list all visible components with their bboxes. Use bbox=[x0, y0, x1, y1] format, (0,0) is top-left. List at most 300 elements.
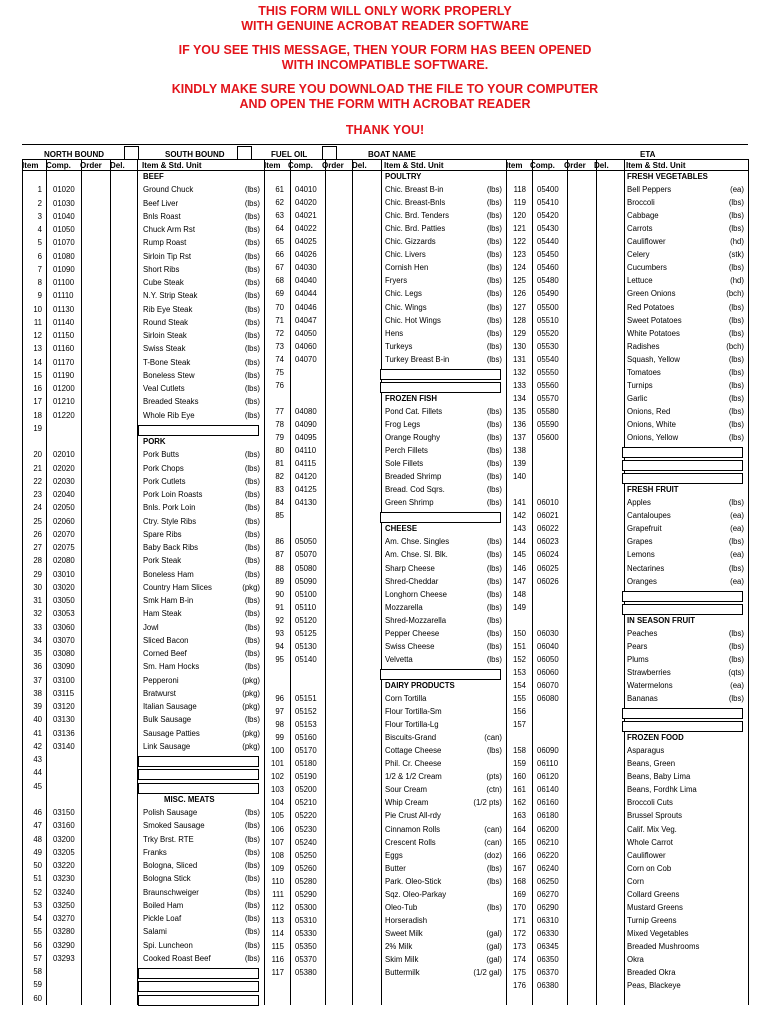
order-entry[interactable] bbox=[324, 446, 352, 455]
del-entry[interactable] bbox=[595, 537, 621, 546]
del-entry[interactable] bbox=[353, 342, 379, 351]
del-entry[interactable] bbox=[353, 303, 379, 312]
del-entry[interactable] bbox=[353, 785, 379, 794]
del-entry[interactable] bbox=[595, 733, 621, 742]
del-entry[interactable] bbox=[353, 929, 379, 938]
order-entry[interactable] bbox=[82, 649, 110, 658]
order-entry[interactable] bbox=[324, 968, 352, 977]
order-entry[interactable] bbox=[566, 616, 594, 625]
order-entry[interactable] bbox=[82, 835, 110, 844]
del-entry[interactable] bbox=[111, 649, 137, 658]
order-entry[interactable] bbox=[566, 498, 594, 507]
del-entry[interactable] bbox=[595, 759, 621, 768]
del-entry[interactable] bbox=[111, 517, 137, 526]
order-entry[interactable] bbox=[566, 250, 594, 259]
del-entry[interactable] bbox=[111, 543, 137, 552]
del-entry[interactable] bbox=[353, 890, 379, 899]
order-entry[interactable] bbox=[566, 694, 594, 703]
del-entry[interactable] bbox=[353, 433, 379, 442]
del-entry[interactable] bbox=[595, 485, 621, 494]
del-entry[interactable] bbox=[595, 185, 621, 194]
order-entry[interactable] bbox=[324, 903, 352, 912]
del-entry[interactable] bbox=[595, 785, 621, 794]
order-entry[interactable] bbox=[82, 225, 110, 234]
order-entry[interactable] bbox=[324, 316, 352, 325]
del-entry[interactable] bbox=[595, 642, 621, 651]
del-entry[interactable] bbox=[595, 172, 621, 181]
order-entry[interactable] bbox=[324, 785, 352, 794]
del-entry[interactable] bbox=[111, 464, 137, 473]
del-entry[interactable] bbox=[111, 265, 137, 274]
order-entry[interactable] bbox=[324, 303, 352, 312]
order-entry[interactable] bbox=[566, 759, 594, 768]
order-entry[interactable] bbox=[82, 318, 110, 327]
order-entry[interactable] bbox=[566, 929, 594, 938]
order-entry[interactable] bbox=[324, 329, 352, 338]
del-entry[interactable] bbox=[595, 211, 621, 220]
order-entry[interactable] bbox=[82, 609, 110, 618]
order-entry[interactable] bbox=[566, 511, 594, 520]
del-entry[interactable] bbox=[595, 681, 621, 690]
order-entry[interactable] bbox=[82, 212, 110, 221]
del-entry[interactable] bbox=[595, 498, 621, 507]
del-entry[interactable] bbox=[595, 224, 621, 233]
del-entry[interactable] bbox=[111, 225, 137, 234]
order-entry[interactable] bbox=[82, 848, 110, 857]
order-entry[interactable] bbox=[566, 890, 594, 899]
del-entry[interactable] bbox=[595, 276, 621, 285]
del-entry[interactable] bbox=[595, 303, 621, 312]
del-entry[interactable] bbox=[353, 329, 379, 338]
del-entry[interactable] bbox=[353, 681, 379, 690]
order-entry[interactable] bbox=[324, 564, 352, 573]
del-entry[interactable] bbox=[595, 342, 621, 351]
del-entry[interactable] bbox=[111, 888, 137, 897]
order-entry[interactable] bbox=[566, 368, 594, 377]
del-entry[interactable] bbox=[595, 629, 621, 638]
order-entry[interactable] bbox=[82, 464, 110, 473]
custom-item-field[interactable] bbox=[622, 604, 743, 615]
del-entry[interactable] bbox=[595, 550, 621, 559]
del-entry[interactable] bbox=[595, 381, 621, 390]
order-entry[interactable] bbox=[82, 477, 110, 486]
order-entry[interactable] bbox=[82, 331, 110, 340]
del-entry[interactable] bbox=[595, 825, 621, 834]
del-entry[interactable] bbox=[353, 446, 379, 455]
del-entry[interactable] bbox=[111, 252, 137, 261]
order-entry[interactable] bbox=[82, 185, 110, 194]
del-entry[interactable] bbox=[111, 371, 137, 380]
del-entry[interactable] bbox=[111, 384, 137, 393]
del-entry[interactable] bbox=[111, 914, 137, 923]
order-entry[interactable] bbox=[566, 316, 594, 325]
order-entry[interactable] bbox=[566, 772, 594, 781]
south-bound-checkbox[interactable] bbox=[237, 146, 252, 160]
order-entry[interactable] bbox=[566, 550, 594, 559]
order-entry[interactable] bbox=[82, 662, 110, 671]
order-entry[interactable] bbox=[566, 198, 594, 207]
order-entry[interactable] bbox=[324, 616, 352, 625]
order-entry[interactable] bbox=[82, 530, 110, 539]
del-entry[interactable] bbox=[595, 329, 621, 338]
del-entry[interactable] bbox=[353, 172, 379, 181]
order-entry[interactable] bbox=[324, 955, 352, 964]
del-entry[interactable] bbox=[111, 411, 137, 420]
order-entry[interactable] bbox=[324, 355, 352, 364]
del-entry[interactable] bbox=[353, 276, 379, 285]
order-entry[interactable] bbox=[566, 733, 594, 742]
order-entry[interactable] bbox=[82, 305, 110, 314]
del-entry[interactable] bbox=[353, 250, 379, 259]
order-entry[interactable] bbox=[566, 629, 594, 638]
del-entry[interactable] bbox=[111, 570, 137, 579]
order-entry[interactable] bbox=[82, 437, 110, 446]
order-entry[interactable] bbox=[324, 472, 352, 481]
del-entry[interactable] bbox=[595, 890, 621, 899]
del-entry[interactable] bbox=[111, 609, 137, 618]
order-entry[interactable] bbox=[566, 394, 594, 403]
order-entry[interactable] bbox=[566, 968, 594, 977]
del-entry[interactable] bbox=[595, 368, 621, 377]
del-entry[interactable] bbox=[353, 642, 379, 651]
del-entry[interactable] bbox=[111, 278, 137, 287]
order-entry[interactable] bbox=[82, 901, 110, 910]
custom-item-field[interactable] bbox=[138, 995, 259, 1006]
order-entry[interactable] bbox=[566, 746, 594, 755]
del-entry[interactable] bbox=[111, 397, 137, 406]
del-entry[interactable] bbox=[111, 874, 137, 883]
del-entry[interactable] bbox=[353, 811, 379, 820]
del-entry[interactable] bbox=[353, 838, 379, 847]
order-entry[interactable] bbox=[324, 577, 352, 586]
custom-item-field[interactable] bbox=[380, 369, 501, 380]
del-entry[interactable] bbox=[111, 689, 137, 698]
order-entry[interactable] bbox=[566, 420, 594, 429]
del-entry[interactable] bbox=[595, 289, 621, 298]
del-entry[interactable] bbox=[111, 530, 137, 539]
del-entry[interactable] bbox=[111, 331, 137, 340]
order-entry[interactable] bbox=[82, 172, 110, 181]
del-entry[interactable] bbox=[111, 172, 137, 181]
order-entry[interactable] bbox=[324, 498, 352, 507]
order-entry[interactable] bbox=[82, 397, 110, 406]
order-entry[interactable] bbox=[82, 411, 110, 420]
order-entry[interactable] bbox=[82, 583, 110, 592]
order-entry[interactable] bbox=[82, 715, 110, 724]
order-entry[interactable] bbox=[82, 888, 110, 897]
order-entry[interactable] bbox=[82, 543, 110, 552]
order-entry[interactable] bbox=[324, 394, 352, 403]
order-entry[interactable] bbox=[324, 590, 352, 599]
order-entry[interactable] bbox=[566, 381, 594, 390]
del-entry[interactable] bbox=[595, 838, 621, 847]
order-entry[interactable] bbox=[566, 811, 594, 820]
order-entry[interactable] bbox=[566, 433, 594, 442]
order-entry[interactable] bbox=[324, 798, 352, 807]
del-entry[interactable] bbox=[595, 198, 621, 207]
del-entry[interactable] bbox=[595, 655, 621, 664]
order-entry[interactable] bbox=[324, 172, 352, 181]
order-entry[interactable] bbox=[566, 642, 594, 651]
order-entry[interactable] bbox=[566, 303, 594, 312]
order-entry[interactable] bbox=[566, 407, 594, 416]
del-entry[interactable] bbox=[595, 250, 621, 259]
del-entry[interactable] bbox=[353, 394, 379, 403]
order-entry[interactable] bbox=[82, 927, 110, 936]
order-entry[interactable] bbox=[566, 355, 594, 364]
del-entry[interactable] bbox=[111, 808, 137, 817]
order-entry[interactable] bbox=[324, 929, 352, 938]
del-entry[interactable] bbox=[111, 941, 137, 950]
del-entry[interactable] bbox=[595, 355, 621, 364]
order-entry[interactable] bbox=[82, 384, 110, 393]
order-entry[interactable] bbox=[566, 211, 594, 220]
del-entry[interactable] bbox=[595, 981, 621, 990]
del-entry[interactable] bbox=[111, 450, 137, 459]
del-entry[interactable] bbox=[595, 903, 621, 912]
order-entry[interactable] bbox=[324, 720, 352, 729]
order-entry[interactable] bbox=[82, 729, 110, 738]
order-entry[interactable] bbox=[324, 185, 352, 194]
del-entry[interactable] bbox=[595, 420, 621, 429]
del-entry[interactable] bbox=[353, 355, 379, 364]
order-entry[interactable] bbox=[566, 537, 594, 546]
del-entry[interactable] bbox=[353, 877, 379, 886]
order-entry[interactable] bbox=[324, 707, 352, 716]
del-entry[interactable] bbox=[353, 772, 379, 781]
order-entry[interactable] bbox=[82, 636, 110, 645]
del-entry[interactable] bbox=[111, 795, 137, 804]
del-entry[interactable] bbox=[111, 358, 137, 367]
del-entry[interactable] bbox=[353, 472, 379, 481]
del-entry[interactable] bbox=[353, 524, 379, 533]
order-entry[interactable] bbox=[82, 954, 110, 963]
del-entry[interactable] bbox=[111, 623, 137, 632]
order-entry[interactable] bbox=[566, 564, 594, 573]
order-entry[interactable] bbox=[324, 838, 352, 847]
del-entry[interactable] bbox=[353, 864, 379, 873]
del-entry[interactable] bbox=[111, 437, 137, 446]
del-entry[interactable] bbox=[111, 199, 137, 208]
order-entry[interactable] bbox=[82, 291, 110, 300]
order-entry[interactable] bbox=[324, 655, 352, 664]
order-entry[interactable] bbox=[82, 596, 110, 605]
order-entry[interactable] bbox=[82, 344, 110, 353]
order-entry[interactable] bbox=[566, 263, 594, 272]
order-entry[interactable] bbox=[82, 914, 110, 923]
del-entry[interactable] bbox=[353, 968, 379, 977]
order-entry[interactable] bbox=[82, 623, 110, 632]
custom-item-field[interactable] bbox=[138, 981, 259, 992]
del-entry[interactable] bbox=[353, 289, 379, 298]
del-entry[interactable] bbox=[595, 798, 621, 807]
order-entry[interactable] bbox=[566, 864, 594, 873]
del-entry[interactable] bbox=[595, 564, 621, 573]
order-entry[interactable] bbox=[324, 811, 352, 820]
order-entry[interactable] bbox=[324, 746, 352, 755]
del-entry[interactable] bbox=[353, 616, 379, 625]
order-entry[interactable] bbox=[566, 329, 594, 338]
del-entry[interactable] bbox=[595, 942, 621, 951]
del-entry[interactable] bbox=[111, 662, 137, 671]
order-entry[interactable] bbox=[324, 642, 352, 651]
del-entry[interactable] bbox=[111, 291, 137, 300]
order-entry[interactable] bbox=[566, 798, 594, 807]
del-entry[interactable] bbox=[595, 929, 621, 938]
del-entry[interactable] bbox=[595, 772, 621, 781]
custom-item-field[interactable] bbox=[380, 669, 501, 680]
order-entry[interactable] bbox=[82, 702, 110, 711]
del-entry[interactable] bbox=[595, 668, 621, 677]
del-entry[interactable] bbox=[353, 590, 379, 599]
del-entry[interactable] bbox=[111, 835, 137, 844]
del-entry[interactable] bbox=[595, 394, 621, 403]
fuel-oil-checkbox[interactable] bbox=[322, 146, 337, 160]
del-entry[interactable] bbox=[111, 238, 137, 247]
del-entry[interactable] bbox=[111, 185, 137, 194]
custom-item-field[interactable] bbox=[622, 473, 743, 484]
del-entry[interactable] bbox=[353, 550, 379, 559]
order-entry[interactable] bbox=[566, 981, 594, 990]
order-entry[interactable] bbox=[566, 485, 594, 494]
del-entry[interactable] bbox=[353, 459, 379, 468]
del-entry[interactable] bbox=[353, 733, 379, 742]
order-entry[interactable] bbox=[82, 278, 110, 287]
del-entry[interactable] bbox=[353, 903, 379, 912]
del-entry[interactable] bbox=[111, 901, 137, 910]
order-entry[interactable] bbox=[324, 263, 352, 272]
custom-item-field[interactable] bbox=[380, 512, 501, 523]
del-entry[interactable] bbox=[111, 556, 137, 565]
order-entry[interactable] bbox=[324, 289, 352, 298]
del-entry[interactable] bbox=[353, 316, 379, 325]
custom-item-field[interactable] bbox=[622, 721, 743, 732]
order-entry[interactable] bbox=[324, 890, 352, 899]
order-entry[interactable] bbox=[82, 490, 110, 499]
order-entry[interactable] bbox=[324, 916, 352, 925]
order-entry[interactable] bbox=[566, 681, 594, 690]
del-entry[interactable] bbox=[111, 490, 137, 499]
del-entry[interactable] bbox=[595, 955, 621, 964]
order-entry[interactable] bbox=[566, 655, 594, 664]
del-entry[interactable] bbox=[595, 433, 621, 442]
custom-item-field[interactable] bbox=[138, 425, 259, 436]
del-entry[interactable] bbox=[111, 742, 137, 751]
del-entry[interactable] bbox=[595, 237, 621, 246]
del-entry[interactable] bbox=[111, 954, 137, 963]
del-entry[interactable] bbox=[111, 636, 137, 645]
del-entry[interactable] bbox=[353, 198, 379, 207]
order-entry[interactable] bbox=[324, 772, 352, 781]
del-entry[interactable] bbox=[353, 694, 379, 703]
order-entry[interactable] bbox=[82, 941, 110, 950]
order-entry[interactable] bbox=[566, 342, 594, 351]
custom-item-field[interactable] bbox=[622, 460, 743, 471]
order-entry[interactable] bbox=[324, 420, 352, 429]
order-entry[interactable] bbox=[82, 517, 110, 526]
order-entry[interactable] bbox=[82, 874, 110, 883]
del-entry[interactable] bbox=[595, 694, 621, 703]
del-entry[interactable] bbox=[353, 185, 379, 194]
del-entry[interactable] bbox=[353, 720, 379, 729]
order-entry[interactable] bbox=[324, 733, 352, 742]
del-entry[interactable] bbox=[353, 420, 379, 429]
order-entry[interactable] bbox=[566, 289, 594, 298]
del-entry[interactable] bbox=[353, 798, 379, 807]
del-entry[interactable] bbox=[595, 877, 621, 886]
del-entry[interactable] bbox=[111, 477, 137, 486]
custom-item-field[interactable] bbox=[380, 382, 501, 393]
del-entry[interactable] bbox=[353, 955, 379, 964]
order-entry[interactable] bbox=[566, 224, 594, 233]
del-entry[interactable] bbox=[111, 344, 137, 353]
del-entry[interactable] bbox=[353, 537, 379, 546]
order-entry[interactable] bbox=[566, 903, 594, 912]
order-entry[interactable] bbox=[324, 459, 352, 468]
del-entry[interactable] bbox=[353, 942, 379, 951]
order-entry[interactable] bbox=[324, 864, 352, 873]
del-entry[interactable] bbox=[353, 655, 379, 664]
order-entry[interactable] bbox=[324, 851, 352, 860]
del-entry[interactable] bbox=[353, 224, 379, 233]
custom-item-field[interactable] bbox=[622, 708, 743, 719]
order-entry[interactable] bbox=[82, 199, 110, 208]
del-entry[interactable] bbox=[111, 848, 137, 857]
del-entry[interactable] bbox=[353, 211, 379, 220]
del-entry[interactable] bbox=[353, 564, 379, 573]
order-entry[interactable] bbox=[324, 276, 352, 285]
del-entry[interactable] bbox=[111, 596, 137, 605]
order-entry[interactable] bbox=[566, 172, 594, 181]
del-entry[interactable] bbox=[353, 407, 379, 416]
order-entry[interactable] bbox=[324, 629, 352, 638]
order-entry[interactable] bbox=[324, 198, 352, 207]
del-entry[interactable] bbox=[595, 746, 621, 755]
order-entry[interactable] bbox=[566, 668, 594, 677]
order-entry[interactable] bbox=[82, 252, 110, 261]
del-entry[interactable] bbox=[353, 237, 379, 246]
custom-item-field[interactable] bbox=[622, 447, 743, 458]
order-entry[interactable] bbox=[82, 358, 110, 367]
del-entry[interactable] bbox=[595, 316, 621, 325]
north-bound-checkbox[interactable] bbox=[124, 146, 139, 160]
del-entry[interactable] bbox=[353, 746, 379, 755]
order-entry[interactable] bbox=[324, 681, 352, 690]
order-entry[interactable] bbox=[82, 689, 110, 698]
del-entry[interactable] bbox=[111, 702, 137, 711]
del-entry[interactable] bbox=[353, 825, 379, 834]
order-entry[interactable] bbox=[324, 877, 352, 886]
order-entry[interactable] bbox=[324, 942, 352, 951]
order-entry[interactable] bbox=[324, 407, 352, 416]
order-entry[interactable] bbox=[566, 955, 594, 964]
order-entry[interactable] bbox=[566, 916, 594, 925]
order-entry[interactable] bbox=[324, 433, 352, 442]
del-entry[interactable] bbox=[111, 676, 137, 685]
del-entry[interactable] bbox=[595, 916, 621, 925]
order-entry[interactable] bbox=[82, 795, 110, 804]
order-entry[interactable] bbox=[566, 877, 594, 886]
order-entry[interactable] bbox=[566, 851, 594, 860]
order-entry[interactable] bbox=[82, 503, 110, 512]
del-entry[interactable] bbox=[111, 821, 137, 830]
custom-item-field[interactable] bbox=[138, 783, 259, 794]
order-entry[interactable] bbox=[566, 838, 594, 847]
del-entry[interactable] bbox=[111, 715, 137, 724]
del-entry[interactable] bbox=[111, 503, 137, 512]
custom-item-field[interactable] bbox=[138, 756, 259, 767]
order-entry[interactable] bbox=[324, 603, 352, 612]
